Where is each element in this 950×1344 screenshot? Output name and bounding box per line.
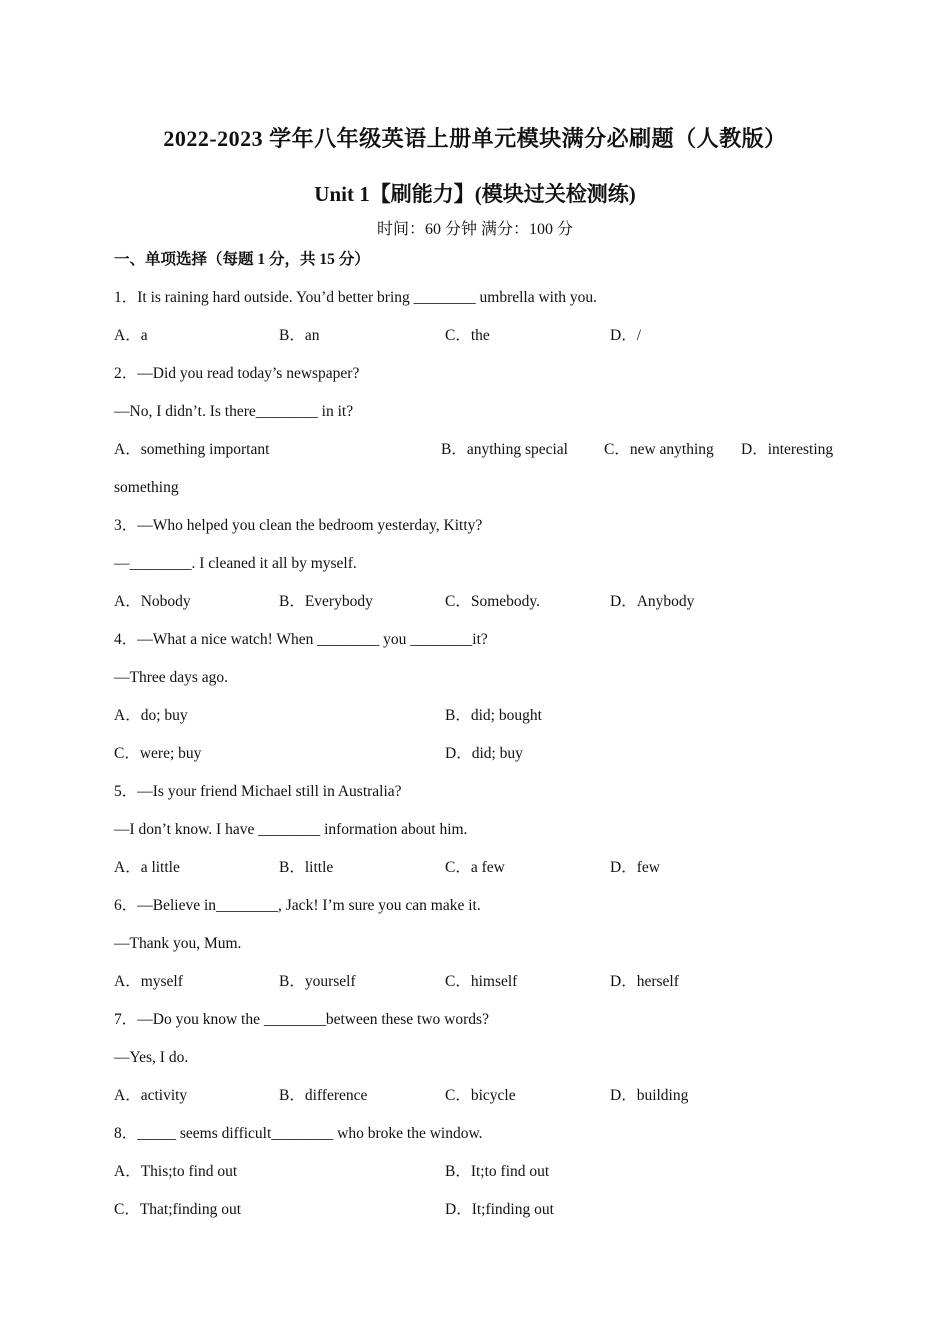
question-3-dialogue: —________. I cleaned it all by myself.	[114, 555, 357, 572]
question-4-option-b: B．did; bought	[445, 707, 542, 724]
question-4-stem: 4．—What a nice watch! When ________ you ________it?	[114, 631, 488, 648]
question-8-stem: 8．_____ seems difficult________ who broke the window.	[114, 1125, 483, 1142]
question-6-option-c: C．himself	[445, 973, 518, 990]
question-7-stem: 7．—Do you know the ________between these two words?	[114, 1011, 489, 1028]
question-3-option-a: A．Nobody	[114, 593, 191, 610]
question-4-option-a: A．do; buy	[114, 707, 188, 724]
question-2-stem: 2．—Did you read today’s newspaper?	[114, 365, 360, 382]
exam-meta: 时间：60 分钟 满分：100 分	[376, 221, 573, 238]
question-5-option-a: A．a little	[114, 859, 180, 876]
section-heading: 一、单项选择（每题 1 分，共 15 分）	[114, 251, 370, 268]
question-1-option-d: D．/	[610, 327, 642, 344]
question-1-option-b: B．an	[279, 327, 320, 344]
question-6-dialogue: —Thank you, Mum.	[114, 935, 242, 952]
question-3-option-d: D．Anybody	[610, 593, 695, 610]
question-5-dialogue: —I don’t know. I have ________ information about him.	[114, 821, 468, 838]
question-5-option-b: B．little	[279, 859, 334, 876]
question-6-option-d: D．herself	[610, 973, 679, 990]
question-3-option-c: C．Somebody.	[445, 593, 541, 610]
question-2-option-d-wrap: something	[114, 479, 179, 496]
question-2-dialogue: —No, I didn’t. Is there________ in it?	[114, 403, 354, 420]
question-3-option-b: B．Everybody	[279, 593, 373, 610]
question-2-option-c: C．new anything	[604, 441, 714, 458]
question-1-option-a: A．a	[114, 327, 148, 344]
question-8-option-c: C．That;finding out	[114, 1201, 242, 1218]
question-2-option-a: A．something important	[114, 441, 270, 458]
question-8-option-b: B．It;to find out	[445, 1163, 550, 1180]
question-5-option-c: C．a few	[445, 859, 505, 876]
question-1-option-c: C．the	[445, 327, 490, 344]
question-6-option-b: B．yourself	[279, 973, 356, 990]
question-4-option-d: D．did; buy	[445, 745, 523, 762]
document-title: 2022-2023 学年八年级英语上册单元模块满分必刷题（人教版）	[163, 126, 787, 151]
question-7-option-c: C．bicycle	[445, 1087, 516, 1104]
question-4-option-c: C．were; buy	[114, 745, 202, 762]
question-6-stem: 6．—Believe in________, Jack! I’m sure you can make it.	[114, 897, 481, 914]
document-subtitle: Unit 1【刷能力】(模块过关检测练)	[314, 182, 636, 206]
question-2-option-b: B．anything special	[441, 441, 568, 458]
question-7-option-b: B．difference	[279, 1087, 368, 1104]
question-7-option-d: D．building	[610, 1087, 689, 1104]
question-5-option-d: D．few	[610, 859, 660, 876]
question-1-stem: 1．It is raining hard outside. You’d better bring ________ umbrella with you.	[114, 289, 598, 306]
question-3-stem: 3．—Who helped you clean the bedroom yesterday, Kitty?	[114, 517, 483, 534]
question-7-dialogue: —Yes, I do.	[114, 1049, 189, 1066]
question-2-option-d: D．interesting	[741, 441, 834, 458]
question-4-dialogue: —Three days ago.	[114, 669, 229, 686]
question-5-stem: 5．—Is your friend Michael still in Australia?	[114, 783, 402, 800]
question-8-option-a: A．This;to find out	[114, 1163, 238, 1180]
question-7-option-a: A．activity	[114, 1087, 188, 1104]
question-8-option-d: D．It;finding out	[445, 1201, 554, 1218]
question-6-option-a: A．myself	[114, 973, 183, 990]
